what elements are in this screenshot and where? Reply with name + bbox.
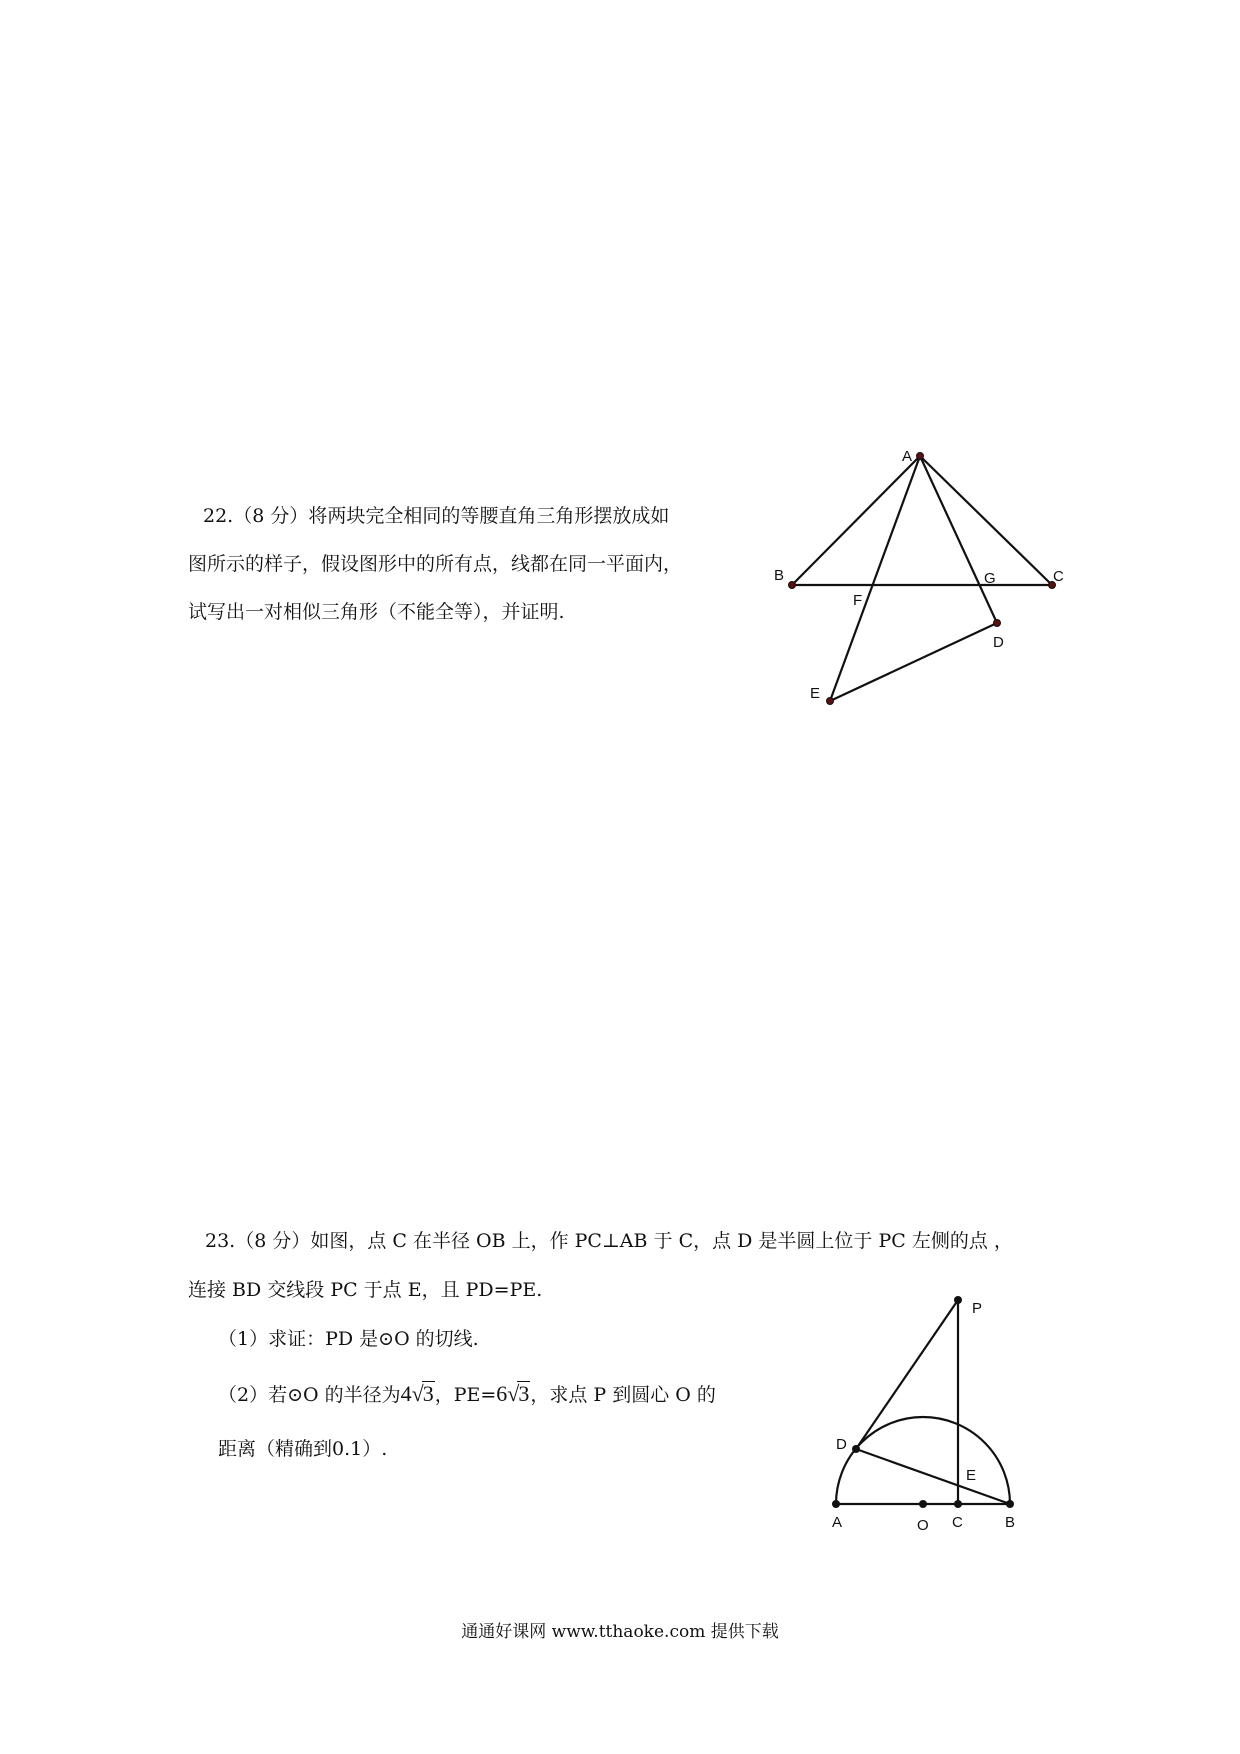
segment-pd xyxy=(856,1300,958,1449)
label-p: P xyxy=(972,1300,983,1317)
label-f: F xyxy=(853,592,863,609)
segment-db xyxy=(856,1449,1010,1504)
q23-part-2-continued: 距离（精确到0.1）. xyxy=(218,1438,388,1460)
segment-ab xyxy=(792,456,920,585)
pe-coefficient: 6 xyxy=(496,1381,508,1406)
point-b xyxy=(1006,1500,1014,1508)
q22-line-1: 22.（8 分）将两块完全相同的等腰直角三角形摆放成如 xyxy=(203,505,670,527)
q23-part-2-lead: （2）若⊙O 的半径为 xyxy=(218,1384,401,1406)
point-p xyxy=(954,1296,962,1304)
q23-figure xyxy=(836,1300,1010,1504)
segment-ac xyxy=(920,456,1052,585)
label-d: D xyxy=(836,1436,847,1453)
q23-part-2-pe-label: ，PE= xyxy=(434,1384,497,1406)
point-a xyxy=(832,1500,840,1508)
label-e: E xyxy=(966,1467,977,1484)
pe-radicand: 3 xyxy=(518,1381,530,1406)
label-g: G xyxy=(984,570,996,587)
segment-ad xyxy=(920,456,997,623)
q22-labels xyxy=(774,448,1064,702)
label-a: A xyxy=(832,1514,843,1531)
label-e: E xyxy=(810,685,821,702)
q22-line-3: 试写出一对相似三角形（不能全等），并证明. xyxy=(188,601,565,623)
q23-part-2-tail: ，求点 P 到圆心 O 的 xyxy=(530,1384,716,1406)
q23-line-2: 连接 BD 交线段 PC 于点 E，且 PD=PE. xyxy=(188,1279,543,1301)
point-o xyxy=(919,1500,927,1508)
sqrt-symbol: √ xyxy=(507,1381,520,1406)
semicircle-arc xyxy=(836,1417,1010,1504)
label-c: C xyxy=(952,1514,963,1531)
q22-line-2: 图所示的样子，假设图形中的所有点，线都在同一平面内， xyxy=(188,553,683,575)
q22-points xyxy=(789,453,1056,705)
radius-radicand: 3 xyxy=(422,1381,434,1406)
q23-line-1: 23.（8 分）如图，点 C 在半径 OB 上，作 PC⊥AB 于 C，点 D 是半圆上位于 PC 左侧的点 ， xyxy=(205,1230,1013,1252)
point-c xyxy=(954,1500,962,1508)
radius-coefficient: 4 xyxy=(400,1381,412,1406)
point-d xyxy=(852,1445,860,1453)
label-d: D xyxy=(993,634,1004,651)
label-b: B xyxy=(774,567,785,584)
label-a: A xyxy=(902,448,913,465)
footer-credit: 通通好课网 www.tthaoke.com 提供下载 xyxy=(461,1622,779,1642)
q23-part-1: （1）求证：PD 是⊙O 的切线. xyxy=(218,1328,479,1350)
label-o: O xyxy=(917,1517,929,1534)
point-b xyxy=(789,582,796,589)
point-a xyxy=(917,453,924,460)
sqrt-symbol: √ xyxy=(411,1381,424,1406)
label-b: B xyxy=(1005,1514,1016,1531)
q23-points xyxy=(832,1296,1014,1508)
label-c: C xyxy=(1053,568,1064,585)
q22-figure xyxy=(792,456,1052,701)
point-d xyxy=(994,620,1001,627)
point-e xyxy=(827,698,834,705)
